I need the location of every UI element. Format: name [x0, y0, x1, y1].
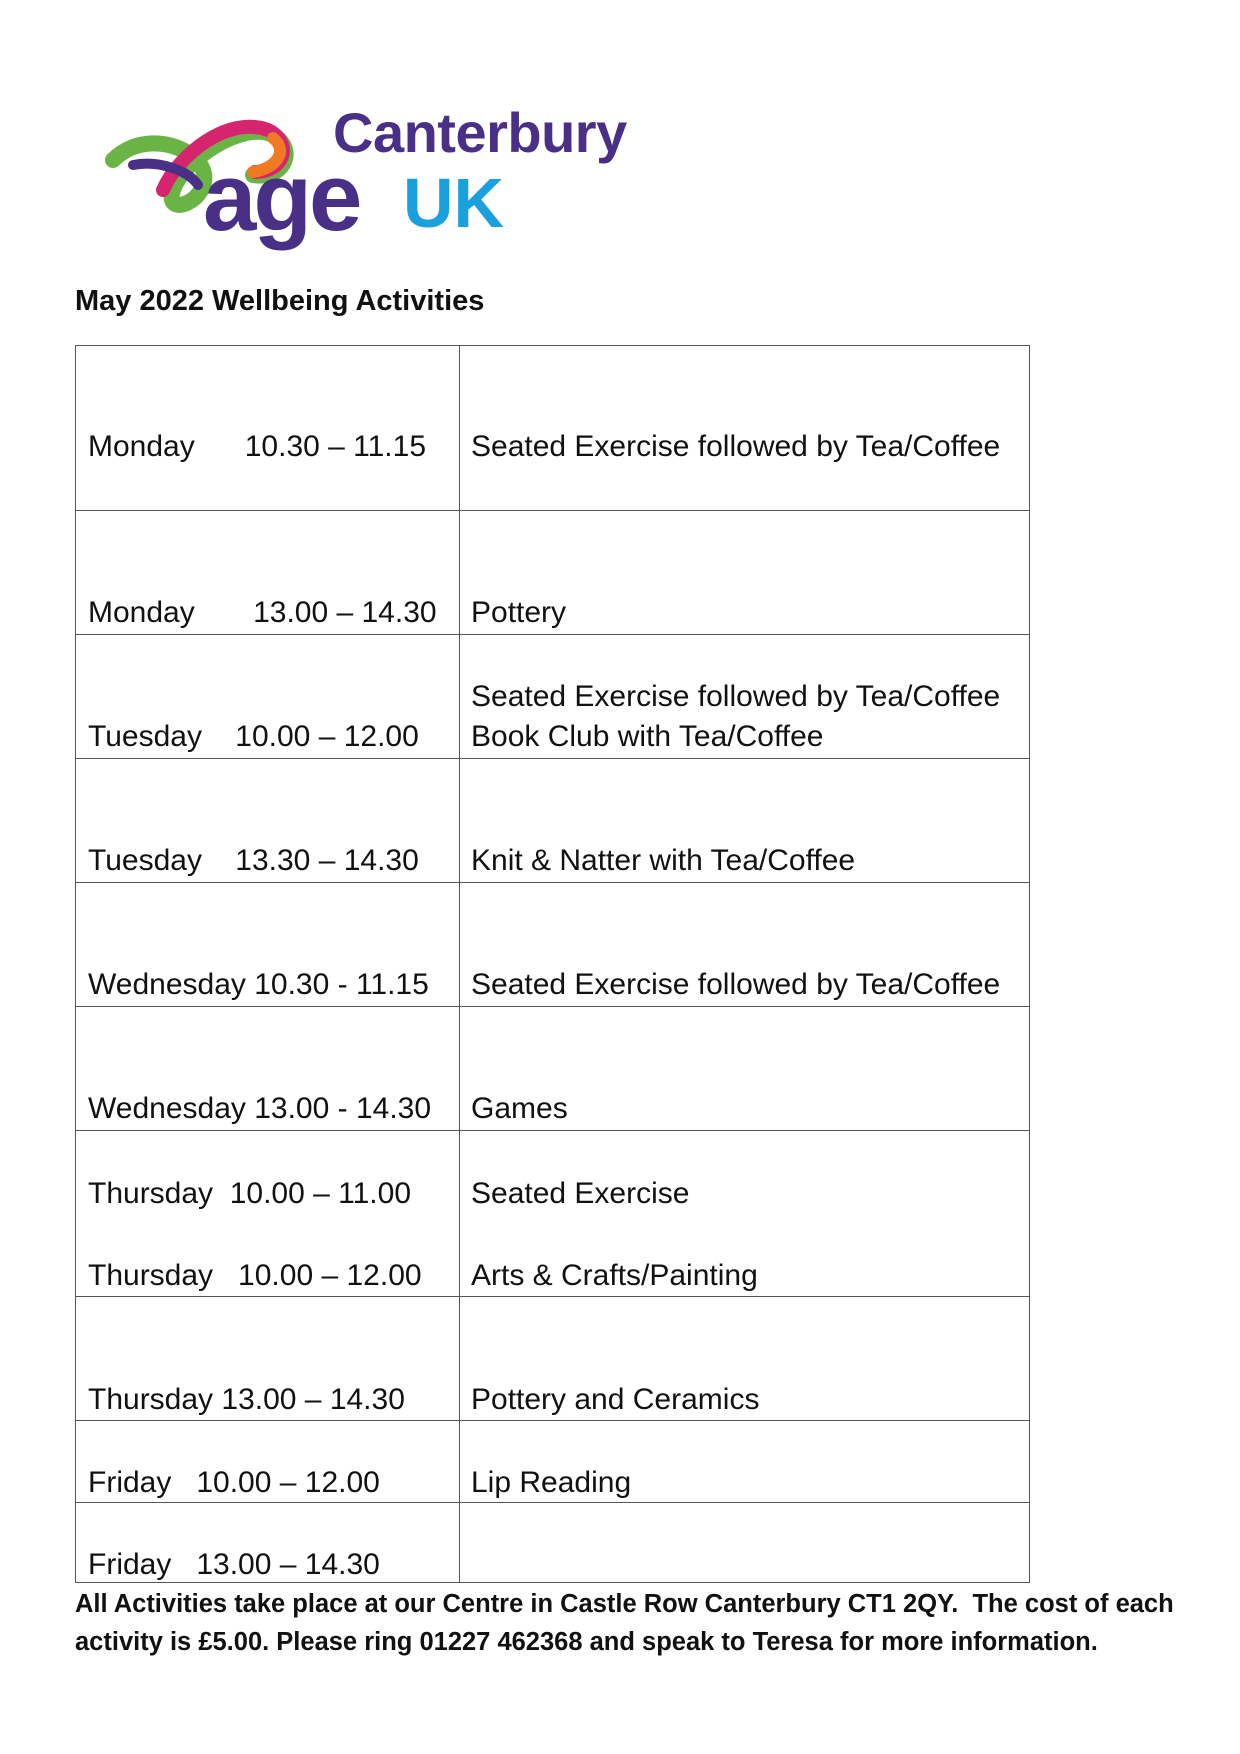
footer-info	[75, 1585, 1195, 1661]
day-time-cell: Thursday 13.00 – 14.30	[88, 1383, 405, 1416]
table-row	[76, 510, 1029, 634]
activity-cell: Pottery	[471, 596, 567, 629]
day-time-cell: Thursday 10.00 – 11.00	[88, 1177, 411, 1210]
day-time-cell: Friday 13.00 – 14.30	[88, 1548, 380, 1581]
logo-canterbury-text: Canterbury	[333, 101, 627, 164]
table-row	[76, 1296, 1029, 1420]
activity-cell: Seated Exercise followed by Tea/Coffee	[471, 680, 1001, 713]
table-row	[76, 1130, 1029, 1296]
table-row	[76, 346, 1029, 510]
day-time-cell: Tuesday 13.30 – 14.30	[88, 844, 419, 877]
day-time-cell: Wednesday 10.30 - 11.15	[88, 968, 429, 1001]
day-time-cell: Thursday 10.00 – 12.00	[88, 1259, 422, 1292]
day-time-cell: Tuesday 10.00 – 12.00	[88, 720, 419, 753]
activity-cell: Seated Exercise	[471, 1177, 690, 1210]
day-time-cell: Friday 10.00 – 12.00	[88, 1466, 380, 1499]
activity-cell: Seated Exercise followed by Tea/Coffee	[471, 430, 1001, 463]
activity-cell: Games	[471, 1092, 568, 1125]
activity-cell: Seated Exercise followed by Tea/Coffee	[471, 968, 1001, 1001]
footer-line-1: All Activities take place at our Centre in Castle Row Canterbury CT1 2QY. The cost of each	[75, 1590, 1174, 1618]
age-uk-canterbury-logo	[73, 80, 627, 265]
page-title: May 2022 Wellbeing Activities	[75, 285, 485, 317]
activities-table	[75, 345, 1030, 1583]
table-row	[76, 1006, 1029, 1130]
day-time-cell: Monday 13.00 – 14.30	[88, 596, 437, 629]
table-row	[76, 1420, 1029, 1502]
activity-cell: Arts & Crafts/Painting	[471, 1259, 758, 1292]
table-row	[76, 758, 1029, 882]
footer-line-2: activity is £5.00. Please ring 01227 462368 and speak to Teresa for more information.	[75, 1628, 1098, 1656]
activity-cell: Knit & Natter with Tea/Coffee	[471, 844, 856, 877]
day-time-cell: Monday 10.30 – 11.15	[88, 430, 427, 463]
table-row	[76, 882, 1029, 1006]
table-row	[76, 634, 1029, 758]
logo-uk-text: UK	[403, 164, 505, 242]
day-time-cell: Wednesday 13.00 - 14.30	[88, 1092, 432, 1125]
activity-cell-secondary: Book Club with Tea/Coffee	[471, 720, 824, 753]
table-row	[76, 1502, 1029, 1584]
activity-cell: Lip Reading	[471, 1466, 632, 1499]
logo-age-text: age	[203, 144, 360, 251]
activity-cell: Pottery and Ceramics	[471, 1383, 760, 1416]
